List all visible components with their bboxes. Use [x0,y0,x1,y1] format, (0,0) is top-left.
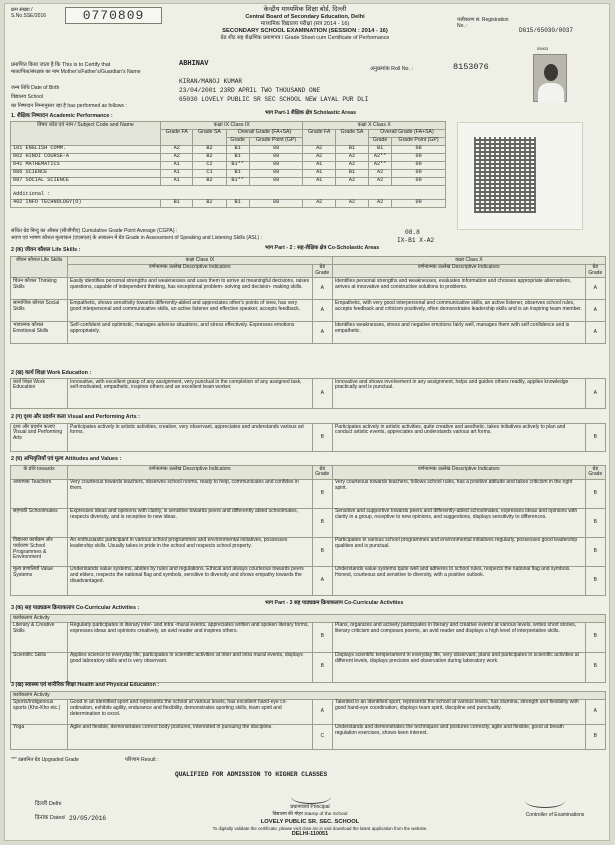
cgpa-label: संचित ग्रेड बिन्दु का औसत (सीजीपीए) Cumulative Grade Point Average (CGPA) : [11,228,178,234]
descriptor-class10: Participates actively in artistic activities, quite creative and aesthetic, takes initiatives actively to plan and conduct artistic events, appreciates and understands various art forms. [332,424,585,452]
descriptor-class10: Understands value systems quite well and adheres to school rules, respects the national flag and symbols. Honest, courteous and sensitive to diversity, with a positive outlook. [332,566,585,595]
verification-note: To digitally validate the certificate, please visit cbse.nic.in and download the latest application from the website. [212,826,428,831]
col-towards: के प्रति towards [11,466,68,480]
grade-class9: A [312,322,332,344]
subject-row [11,161,446,169]
indicator-row [11,479,606,508]
grade-cell: A2 [369,177,392,185]
school-stamp-label: विद्यालय की मोहर Stamp of the School [272,812,348,817]
photo-face [544,64,558,81]
col-att-grade10: ग्रेड Grade [585,466,605,480]
col-overall9: Overall Grade (FA+SA) [226,129,303,137]
col-class9: कक्षा IX Class IX [161,122,303,130]
col-pe-activity: कार्यकलाप Activity [11,692,606,700]
dated-label: दिनांक Dated [35,815,65,821]
grade-class10: A [585,322,605,344]
indicator-row [11,322,606,344]
grade-cell: A2 [161,153,193,161]
grade-cell: C2 [193,161,226,169]
student-name: ABHINAV [179,60,209,68]
visual-arts-title: 2 (ग) दृश्य और प्रदर्शन कला Visual and Performing Arts : [11,414,140,420]
descriptor-class10: Participates in various school programmes and environmental initiatives regularly, possesses good leadership qualities and is punctual. [332,537,585,566]
skill-name: Literary & Creative Skills [11,622,68,652]
grade-class10: B [585,622,605,652]
grade-class9: A [312,379,332,409]
skill-name: मूल्य प्रणालियाँ Value Systems [11,566,68,595]
academic-performance-title: 1. शैक्षिक निष्पादन Academic Performance : [11,113,113,119]
descriptor-class9: An enthusiastic participant in various school programmes and environmental initiatives, possesses leadership skills. Usually takes in pride in the school and respects school property. [68,537,313,566]
descriptor-class9: Easily identifies personal strengths and weaknesses and uses them to arrive at meaningful decisions, raises questions, capable of independent thinking, has exceptional problem- solving and decision- making skills. [68,278,313,300]
subject-row [11,177,446,185]
indicator-row [11,379,606,409]
grade-cell: A2 [369,169,392,177]
roll-number: 8153076 [453,62,489,72]
qr-pattern [474,137,536,213]
grade-class9: A [312,566,332,595]
grade-cell: A2 [335,177,368,185]
grade-cell: A2 [335,153,368,161]
board-hindi: केन्द्रीय माध्यमिक शिक्षा बोर्ड, दिल्ली [263,6,347,13]
col-fa10: Grade FA [303,129,335,145]
descriptor-class9: Good in an identified sport and represents the school at various levels, has excellent hand-eye co-ordination, exhibits agility, endurance and flexibility, demonstrates sporting skills, team spirit and determination to excel. [68,699,313,724]
certify-label: प्रमाणित किया जाता है कि This is to Certify that [11,62,111,68]
descriptor-class10: Talented in an identified sport, represents the school at various levels, has stamina, strength and flexibility with good hand-eye coordination, displays team spirit, discipline and punctuality. [332,699,585,724]
grade-class9: B [312,652,332,682]
grade-class9: A [312,278,332,300]
grade-cell: B1 [335,145,368,153]
indicator-row [11,537,606,566]
col-activity: कार्यकलाप Activity [11,615,606,623]
grade-cell: A1 [303,177,335,185]
skill-name: भावात्मक कौशल Emotional Skills [11,322,68,344]
grade-cell: A2** [369,161,392,169]
col-att-desc9: वर्णनात्मक उल्लेख Descriptive Indicators [68,466,313,480]
subject-row [11,145,446,153]
grade-class10: B [585,652,605,682]
photo-label: 05903 [537,46,549,51]
subject-cell: 101 ENGLISH COMM. [11,145,161,153]
grade-cell: A2 [161,145,193,153]
grade-class10: A [585,278,605,300]
col-overall10: Overall Grade (FA+SA) [369,129,446,137]
grade-cell: 09 [392,199,446,207]
descriptor-class9: Understands value systems, abides by rules and regulations. Ethical and always courteous towards peers and elders, respects the national flag and symbols, sensitive to diversity and shows empathy towards the disadvantaged. [68,566,313,595]
descriptor-class10: Innovative and shows involvement in any assignment, helps and guides others readily, applies knowledge practically and is punctual. [332,379,585,409]
grade-class9: A [312,699,332,724]
grade-class10: A [585,300,605,322]
skill-name: Scientific Skills [11,652,68,682]
indicator-row [11,508,606,537]
col-life-skills: जीवन कौशल Life Skills [11,257,68,278]
dob-label: जन्म तिथि Date of Birth [11,85,60,91]
grade-cell: B1 [226,199,249,207]
col-gp10: Grade Point (GP) [392,137,446,145]
col-gp9: Grade Point (GP) [249,137,303,145]
controller-signature [525,794,565,808]
grade-cell: B1 [369,145,392,153]
performance-label: का निष्पादन निम्नानुसार रहा है has performed as follows : [11,103,127,109]
skill-name: विद्यालय कार्यक्रम और पर्यावरण School Programmes & Environment [11,537,68,566]
grade-cell: 09 [392,169,446,177]
grade-class10: B [585,537,605,566]
indicator-row [11,278,606,300]
descriptor-class10: Identifies weaknesses, stress and negative emotions fairly well, manages them with self confidence and is empathetic. [332,322,585,344]
col-ls-class10: कक्षा Class X [332,257,605,265]
col-grade9: Grade [226,137,249,145]
subject-row [11,153,446,161]
principal-signature [291,790,331,804]
grade-class9: A [312,300,332,322]
principal-label: प्रधानाचार्य Principal [290,804,330,810]
roll-label: अनुक्रमांक Roll No. : [370,66,413,72]
col-sa9: Grade SA [193,129,226,145]
document-title: ग्रेड शीट सह शैक्षणिक प्रमाणपत्र / Grade Sheet cum Certificate of Performance [220,35,390,41]
date-of-birth: 23/04/2001 23RD APRIL TWO THOUSAND ONE [179,87,321,94]
grade-cell: B1 [226,145,249,153]
grade-cell: B2 [193,145,226,153]
col-att-desc10: वर्णनात्मक उल्लेख Descriptive Indicators [332,466,585,480]
indicator-row [11,424,606,452]
photo-shirt [538,83,564,103]
descriptor-class9: Empathetic, shows sensitivity towards differently-abled and appreciates other's points of view, has very good interpersonal and communicative skills, an active listener and effective speaker, accepts feedback. [68,300,313,322]
health-pe-title: 3 (ख) स्वास्थ्य एवं शारीरिक शिक्षा Health and Physical Education : [11,682,160,688]
school-stamp: LOVELY PUBLIC SR. SEC. SCHOOL [260,819,360,825]
additional-label: Additional : [11,185,446,199]
grade-class10: B [585,424,605,452]
grade-cell: B2 [193,177,226,185]
grade-class10: B [585,566,605,595]
health-pe-table [10,691,606,750]
grade-cell: 09 [392,153,446,161]
grade-cell: C1 [193,169,226,177]
indicator-row [11,652,606,682]
descriptor-class10: Sensitive and supportive towards peers and differently-abled schoolmates, expresses ideas and opinions with clarity in a group, receptive to new opinions, and suggestions, displays sensitivity to differences. [332,508,585,537]
descriptor-class10: Identifies personal strengths and weaknesses, evaluates information and chooses appropriate alternatives, arrives at innovative and constructive solutions to problems. [332,278,585,300]
school-label: विद्यालय School [11,94,44,100]
attitudes-table [10,465,606,596]
serial-number: 0770809 [65,7,162,24]
grade-sheet [4,3,610,841]
cocurricular-table [10,614,606,683]
indicator-row [11,724,606,749]
descriptor-class9: Participates actively in artistic activities, creative, very observant, appreciates and understands various art forms. [68,424,313,452]
scholastic-table [10,121,446,208]
asl-label: श्रवण एवं भाषण कौशल मूल्यांकन (एएसएल) के आकलन में ग्रेड Grade in Assessment of Speaking and Listening Skills (ASL) : [11,235,262,241]
col-ls-desc9: वर्णनात्मक उल्लेख Descriptive Indicators [68,264,313,278]
grade-cell: A2 [369,199,392,207]
col-ls-desc10: वर्णनात्मक उल्लेख Descriptive Indicators [332,264,585,278]
grade-cell: A1 [303,169,335,177]
subject-cell: 087 SOCIAL SCIENCE [11,177,161,185]
grade-cell: 08 [249,199,303,207]
controller-label: Controller of Examinations [525,812,585,818]
col-sa10: Grade SA [335,129,368,145]
descriptor-class10: Understands and demonstrates the techniques and postures correctly, agile and flexible, good at breath regulation exercises, shows keen interest. [332,724,585,749]
grade-cell: B1 [226,153,249,161]
grade-class9: C [312,724,332,749]
additional-subject-row [11,199,446,207]
grade-cell: A2 [335,199,368,207]
descriptor-class9: Regularly participates in literary inter- and intra -mural events, appreciates written and spoken literary forms, expresses ideas and opinions creatively, an avid reader and inspires others. [68,622,313,652]
board-english: Central Board of Secondary Education, Delhi [245,14,365,20]
grade-cell: A2** [369,153,392,161]
visual-arts-table [10,423,606,452]
grade-class10: B [585,479,605,508]
descriptor-class10: Plans, organizes and actively participates in literary and creative events at various levels, writes short stories, literary criticism and composes poems, an avid reader and displays a high level of interpretative skills. [332,622,585,652]
descriptor-class10: Empathetic, with very good interpersonal and communicative skills, an active listener, observes school rules, accepts feedback and criticism positively, often demonstrates leadership skills and is an inspiring team member. [332,300,585,322]
indicator-row [11,300,606,322]
indicator-row [11,622,606,652]
grade-class9: B [312,508,332,537]
part3-title: भाग Part - 3 सह पाठ्यक्रम क्रियाकलाप Co-Curricular Activities [265,600,404,606]
grade-cell: B2 [193,199,226,207]
subject-row [11,169,446,177]
grade-cell: A1 [303,161,335,169]
descriptor-class9: Innovative, with excellent grasp of any assignment, very punctual in the completion of any assigned task, self-motivated, empathetic, inspires others and an excellent team worker. [68,379,313,409]
grade-cell: 08 [249,153,303,161]
descriptor-class9: Agile and flexible, demonstrates correct body postures, interested in pursuing the discipline. [68,724,313,749]
col-grade10: Grade [369,137,392,145]
grade-cell: 08 [249,161,303,169]
grade-cell: B1 [226,169,249,177]
grade-cell: 09 [392,161,446,169]
grade-cell: B1** [226,161,249,169]
grade-cell: 08 [249,177,303,185]
grade-class10: A [585,379,605,409]
issue-date: 29/05/2016 [69,815,107,822]
skill-name: Sports/Indigenous sports (Kho-Kho etc.) [11,699,68,724]
grade-class9: B [312,424,332,452]
part2-title: भाग Part - 2 : सह-शैक्षिक क्षेत्र Co-Scholastic Areas [265,245,380,251]
grade-cell: A1 [161,169,193,177]
grade-cell: B2 [193,153,226,161]
result-value: QUALIFIED FOR ADMISSION TO HIGHER CLASSES [175,771,328,778]
exam-english: SECONDARY SCHOOL EXAMINATION (SESSION : 2014 - 16) [222,28,388,34]
exam-hindi: माध्यमिक विद्यालय परीक्षा (सत्र 2014 - 16) [260,21,350,27]
grade-cell: B1 [161,199,193,207]
grade-cell: A2 [303,199,335,207]
grade-cell: 08 [249,145,303,153]
grade-cell: A2 [303,145,335,153]
parents-label: माता/पिता/संरक्षक का नाम Mother's/Father's/Guardian's Name [11,69,141,75]
additional-label-row [11,185,446,199]
grade-class10: B [585,724,605,749]
asl-value: IX-B1 X-A2 [397,237,435,244]
part1-title: भाग Part-1 शैक्षिक क्षेत्र Scholastic Areas [265,110,357,116]
grade-cell: A1 [161,177,193,185]
parents-name: KIRAN/MANOJ KUMAR [179,78,243,85]
upgraded-grade-note: "*" उन्नयनित ग्रेड Upgraded Grade [11,757,79,763]
work-education-title: 2 (ख) कार्य शिक्षा Work Education : [11,370,92,376]
registration-label: पंजीकरण सं. Registration No. : [457,17,509,29]
student-photo [533,54,567,102]
school-stamp-city: DELHI-110051 [291,831,329,837]
registration-number: D615/65030/0037 [519,27,574,34]
subject-cell: 086 SCIENCE [11,169,161,177]
col-ls-class9: कक्षा Class IX [68,257,333,265]
col-att-grade9: ग्रेड Grade [312,466,332,480]
grade-cell: A2 [335,161,368,169]
skill-name: कार्य शिक्षा Work Education [11,379,68,409]
indicator-row [11,566,606,595]
grade-cell: A2 [303,153,335,161]
indicator-row [11,699,606,724]
life-skills-title: 2 (क) जीवन कौशल Life Skills : [11,247,81,253]
grade-class9: B [312,537,332,566]
col-subject: विषय कोड एवं नाम / Subject Code and Name [11,122,161,146]
cocurricular-title: 3 (क) सह पाठ्यक्रम क्रियाकलाप Co-Curricular Activities : [11,605,140,611]
grade-cell: B1** [226,177,249,185]
work-education-table [10,378,606,409]
grade-cell: 08 [392,145,446,153]
col-ls-grade9: ग्रेड Grade [312,264,332,278]
grade-cell: 09 [392,177,446,185]
descriptor-class10: Very courteous towards teachers, follows school rules, has a positive attitude and takes criticism in the right spirit. [332,479,585,508]
skill-name: सहपाठी Schoolmates [11,508,68,537]
result-label: परिणाम Result : [125,757,159,763]
skill-name: चिंतन कौशल Thinking Skills [11,278,68,300]
descriptor-class10: Displays scientific temperament in everyday life, very observant, plans and participates in scientific activities at different levels, displays precision and observation during laboratory work. [332,652,585,682]
serial-label: क्रम संख्या / S.No.SSE/2016 [11,7,47,19]
descriptor-class9: Very courteous towards teachers, observes school norms, ready to help, communicates and confides in them. [68,479,313,508]
grade-cell: 08 [249,169,303,177]
school-name: 65030 LOVELY PUBLIC SR SEC SCHOOL NEW LAYAL PUR DLI [179,96,369,103]
descriptor-class9: Applies science to everyday life, participates in scientific activities at inter and intra mural events, displays good laboratory skills and is very observant. [68,652,313,682]
place-label: दिल्ली Delhi [35,801,62,807]
descriptor-class9: Expresses ideas and opinions with clarity, is sensitive towards peers and differently abled schoolmates, respects diversity, and is receptive to new ideas. [68,508,313,537]
cgpa-value: 08.8 [405,229,420,236]
life-skills-table [10,256,606,344]
attitudes-title: 2 (घ) अभिवृत्तियाँ एवं मूल्य Attitudes and Values : [11,456,122,462]
grade-class9: B [312,622,332,652]
qr-code [457,122,583,230]
col-ls-grade10: ग्रेड Grade [585,264,605,278]
subject-cell: 002 HINDI COURSE-A [11,153,161,161]
skill-name: सामाजिक कौशल Social Skills [11,300,68,322]
col-fa9: Grade FA [161,129,193,145]
descriptor-class9: Self-confident and optimistic, manages adverse situations, and stress effectively. Expresses emotions appropriately. [68,322,313,344]
col-class10: कक्षा X Class X [303,122,446,130]
grade-class10: B [585,508,605,537]
grade-class9: B [312,479,332,508]
subject-cell: 041 MATHEMATICS [11,161,161,169]
skill-name: दृश्य और प्रदर्शन कलाएं Visual and Performing Arts [11,424,68,452]
skill-name: Yoga [11,724,68,749]
grade-class10: A [585,699,605,724]
subject-cell: 402 INFO TECHNOLOGY(O) [11,199,161,207]
grade-cell: B1 [335,169,368,177]
skill-name: अध्यापक Teachers [11,479,68,508]
grade-cell: A1 [161,161,193,169]
